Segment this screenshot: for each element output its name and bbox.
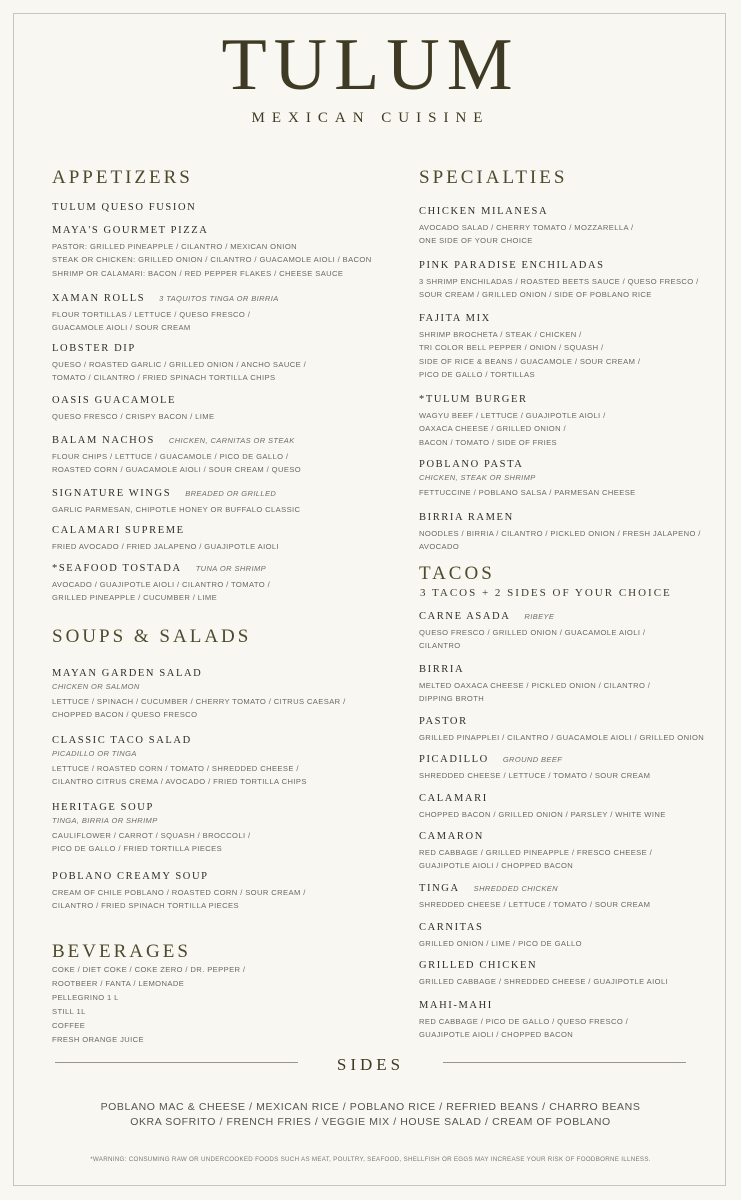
menu-item — [52, 663, 346, 722]
menu-item-name: PICADILLO — [419, 754, 489, 765]
description-line: SHREDDED CHEESE / LETTUCE / TOMATO / SOUR CREAM — [419, 771, 651, 780]
beverages-list — [52, 963, 245, 1047]
menu-item-name: CAMARON — [419, 831, 484, 842]
description-line: SOUR CREAM / GRILLED ONION / SIDE OF POBLANO RICE — [419, 290, 652, 300]
description-line: GRILLED ONION / LIME / PICO DE GALLO — [419, 939, 582, 948]
menu-item-option-note: PICADILLO OR TINGA — [52, 749, 137, 758]
menu-item-name: MAHI-MAHI — [419, 1000, 493, 1011]
description-line: SIDE OF RICE & BEANS / GUACAMOLE / SOUR CREAM / — [419, 356, 641, 366]
menu-item-description — [419, 731, 704, 744]
sides-list — [0, 1100, 741, 1130]
menu-item — [52, 797, 251, 856]
description-line: FLOUR TORTILLAS / LETTUCE / QUESO FRESCO / — [52, 310, 251, 319]
menu-item — [52, 220, 372, 280]
menu-item — [52, 866, 306, 913]
menu-item-queso-fusion: TULUM QUESO FUSION — [52, 202, 197, 213]
menu-item-description — [419, 527, 701, 554]
menu-item-name: SIGNATURE WINGS — [52, 488, 172, 499]
menu-item-description — [52, 578, 270, 605]
description-line: OAXACA CHEESE / GRILLED ONION / — [419, 424, 567, 434]
menu-item — [52, 558, 270, 605]
menu-item-description — [419, 937, 582, 950]
menu-item-description — [419, 975, 668, 988]
menu-item — [419, 788, 666, 821]
menu-item-name: CARNITAS — [419, 922, 484, 933]
beverage-line: COKE / DIET COKE / COKE ZERO / DR. PEPPER / — [52, 965, 246, 974]
description-line: DIPPING BROTH — [419, 694, 485, 704]
tacos-heading: TACOS — [419, 563, 495, 584]
description-line: AVOCADO SALAD / CHERRY TOMATO / MOZZARELLA / — [419, 223, 634, 232]
menu-item-option-note: BREADED OR GRILLED — [185, 489, 277, 498]
menu-item-name: MAYA'S GOURMET PIZZA — [52, 225, 209, 236]
specialties-heading: SPECIALTIES — [419, 167, 568, 188]
sides-heading: SIDES — [336, 1055, 405, 1074]
menu-item-name: CARNE ASADA — [419, 611, 511, 622]
menu-item — [419, 749, 650, 782]
menu-item-name: BALAM NACHOS — [52, 435, 155, 446]
menu-item-name: LOBSTER DIP — [52, 343, 136, 354]
description-line: NOODLES / BIRRIA / CILANTRO / PICKLED ONION / FRESH JALAPENO / — [419, 529, 701, 538]
menu-item-option-note: TINGA, BIRRIA OR SHRIMP — [52, 816, 158, 825]
menu-item-description — [52, 886, 306, 913]
beverage-line: PELLEGRINO 1 L — [52, 993, 119, 1002]
menu-item-name: BIRRIA — [419, 664, 465, 675]
menu-item — [419, 995, 628, 1042]
description-line: RED CABBAGE / PICO DE GALLO / QUESO FRESCO / — [419, 1017, 629, 1026]
menu-item — [419, 878, 650, 911]
menu-item — [419, 389, 606, 449]
menu-item-name: FAJITA MIX — [419, 313, 491, 324]
menu-item-description — [52, 762, 307, 789]
menu-item — [419, 711, 704, 744]
menu-item-name: CLASSIC TACO SALAD — [52, 735, 192, 746]
description-line: FRIED AVOCADO / FRIED JALAPENO / GUAJIPOTLE AIOLI — [52, 542, 280, 551]
menu-item-description — [52, 308, 279, 335]
menu-item-description — [419, 846, 652, 873]
menu-item — [419, 308, 640, 381]
menu-item-description — [419, 769, 650, 782]
menu-item — [52, 483, 300, 516]
menu-item-name: *TULUM BURGER — [419, 394, 528, 405]
menu-item-description — [52, 358, 306, 385]
description-line: GUAJIPOTLE AIOLI / CHOPPED BACON — [419, 1030, 574, 1040]
menu-item — [419, 826, 652, 873]
beverage-line: ROOTBEER / FANTA / LEMONADE — [52, 979, 185, 988]
description-line: CAULIFLOWER / CARROT / SQUASH / BROCCOLI / — [52, 831, 251, 840]
menu-item-name: XAMAN ROLLS — [52, 293, 146, 304]
description-line: QUESO FRESCO / GRILLED ONION / GUACAMOLE AIOLI / — [419, 628, 646, 637]
menu-item-name: BIRRIA RAMEN — [419, 512, 514, 523]
menu-item-name: GRILLED CHICKEN — [419, 960, 538, 971]
description-line: GRILLED PINAPPLEI / CILANTRO / GUACAMOLE AIOLI / GRILLED ONION — [419, 733, 705, 742]
description-line: GRILLED PINEAPPLE / CUCUMBER / LIME — [52, 593, 218, 603]
menu-item — [419, 606, 645, 653]
menu-item-description — [52, 540, 279, 553]
beverage-line: COFFEE — [52, 1021, 86, 1030]
beverage-line: FRESH ORANGE JUICE — [52, 1035, 145, 1044]
menu-item-option-note: SHREDDED CHICKEN — [473, 884, 558, 893]
menu-item — [419, 201, 634, 248]
menu-item — [419, 255, 699, 302]
menu-item — [52, 338, 306, 385]
menu-item-option-note: GROUND BEEF — [502, 755, 563, 764]
description-line: FLOUR CHIPS / LETTUCE / GUACAMOLE / PICO DE GALLO / — [52, 452, 289, 461]
tacos-subtitle: 3 TACOS + 2 SIDES OF YOUR CHOICE — [420, 587, 672, 599]
description-line: PICO DE GALLO / TORTILLAS — [419, 369, 535, 379]
menu-item-name: OASIS GUACAMOLE — [52, 395, 177, 406]
menu-item — [419, 955, 668, 988]
description-line: CILANTRO CITRUS CREMA / AVOCADO / FRIED TORTILLA CHIPS — [52, 777, 307, 787]
menu-item-name: PASTOR — [419, 716, 468, 727]
menu-item-name: PINK PARADISE ENCHILADAS — [419, 260, 605, 271]
description-line: GRILLED CABBAGE / SHREDDED CHEESE / GUAJIPOTLE AIOLI — [419, 977, 669, 986]
description-line: FETTUCCINE / POBLANO SALSA / PARMESAN CHEESE — [419, 488, 636, 497]
menu-item-name: POBLANO CREAMY SOUP — [52, 871, 209, 882]
menu-item-description — [419, 808, 666, 821]
menu-item — [52, 390, 214, 423]
description-line: LETTUCE / SPINACH / CUCUMBER / CHERRY TOMATO / CITRUS CAESAR / — [52, 697, 346, 706]
menu-item — [419, 507, 701, 554]
menu-item-option-note: TUNA OR SHRIMP — [195, 564, 267, 573]
menu-item-name: TINGA — [419, 883, 460, 894]
description-line: ROASTED CORN / GUACAMOLE AIOLI / SOUR CREAM / QUESO — [52, 465, 302, 475]
description-line: STEAK OR CHICKEN: GRILLED ONION / CILANTRO / GUACAMOLE AIOLI / BACON — [52, 255, 372, 265]
sides-line: POBLANO MAC & CHEESE / MEXICAN RICE / POBLANO RICE / REFRIED BEANS / CHARRO BEANS — [100, 1101, 641, 1113]
menu-item — [419, 454, 636, 499]
menu-item-name: HERITAGE SOUP — [52, 802, 154, 813]
sides-line: OKRA SOFRITO / FRENCH FRIES / VEGGIE MIX / HOUSE SALAD / CREAM OF POBLANO — [130, 1116, 611, 1128]
menu-item-description — [419, 275, 699, 302]
description-line: PICO DE GALLO / FRIED TORTILLA PIECES — [52, 844, 223, 854]
menu-item-option-note: RIBEYE — [524, 612, 555, 621]
menu-item-description — [419, 409, 606, 449]
description-line: MELTED OAXACA CHEESE / PICKLED ONION / CILANTRO / — [419, 681, 651, 690]
brand-title: TULUM — [221, 24, 520, 106]
description-line: GUAJIPOTLE AIOLI / CHOPPED BACON — [419, 861, 574, 871]
description-line: GARLIC PARMESAN, CHIPOTLE HONEY OR BUFFALO CLASSIC — [52, 505, 301, 514]
description-line: TOMATO / CILANTRO / FRIED SPINACH TORTILLA CHIPS — [52, 373, 276, 383]
menu-item-description — [419, 486, 636, 499]
description-line: BACON / TOMATO / SIDE OF FRIES — [419, 437, 558, 447]
description-line: CHOPPED BACON / QUESO FRESCO — [52, 710, 198, 720]
menu-item-description — [52, 410, 214, 423]
menu-item-description — [52, 503, 300, 516]
description-line: TRI COLOR BELL PEPPER / ONION / SQUASH / — [419, 343, 604, 353]
menu-item-name: POBLANO PASTA — [419, 459, 524, 470]
description-line: SHRIMP BROCHETA / STEAK / CHICKEN / — [419, 330, 582, 339]
description-line: CILANTRO — [419, 641, 461, 651]
menu-item-description — [52, 829, 251, 856]
menu-item-option-note: CHICKEN OR SALMON — [52, 682, 140, 691]
description-line: SHREDDED CHEESE / LETTUCE / TOMATO / SOUR CREAM — [419, 900, 651, 909]
menu-item-option-note: 3 TAQUITOS TINGA OR BIRRIA — [159, 294, 279, 303]
menu-item-name: MAYAN GARDEN SALAD — [52, 668, 203, 679]
menu-item-description — [52, 695, 346, 722]
brand-subtitle: MEXICAN CUISINE — [251, 110, 490, 126]
menu-item-description — [52, 450, 301, 477]
soups-salads-heading: SOUPS & SALADS — [52, 626, 252, 647]
menu-item — [419, 917, 582, 950]
description-line: WAGYU BEEF / LETTUCE / GUAJIPOTLE AIOLI / — [419, 411, 606, 420]
menu-item-description — [419, 679, 650, 706]
beverages-heading: BEVERAGES — [52, 941, 191, 962]
description-line: CREAM OF CHILE POBLANO / ROASTED CORN / SOUR CREAM / — [52, 888, 306, 897]
description-line: AVOCADO — [419, 542, 460, 552]
foodborne-warning: *WARNING: CONSUMING RAW OR UNDERCOOKED FOODS SUCH AS MEAT, POULTRY, SEAFOOD, SHELLFISH OR EGGS MAY INCREASE YOUR RISK OF FOODBORNE ILLNESS. — [90, 1156, 651, 1163]
menu-item — [52, 520, 279, 553]
menu-item-description — [419, 221, 634, 248]
description-line: RED CABBAGE / GRILLED PINEAPPLE / FRESCO CHEESE / — [419, 848, 653, 857]
beverage-line: STILL 1L — [52, 1007, 86, 1016]
menu-item — [52, 730, 307, 789]
description-line: ONE SIDE OF YOUR CHOICE — [419, 236, 533, 246]
menu-item-description — [52, 240, 372, 280]
description-line: CHOPPED BACON / GRILLED ONION / PARSLEY / WHITE WINE — [419, 810, 666, 819]
menu-item-description — [419, 328, 640, 381]
menu-item-name: CALAMARI — [419, 793, 488, 804]
menu-item-option-note: CHICKEN, STEAK OR SHRIMP — [419, 473, 536, 482]
menu-item — [52, 288, 279, 335]
description-line: QUESO / ROASTED GARLIC / GRILLED ONION / ANCHO SAUCE / — [52, 360, 307, 369]
description-line: CILANTRO / FRIED SPINACH TORTILLA PIECES — [52, 901, 239, 911]
description-line: AVOCADO / GUAJIPOTLE AIOLI / CILANTRO / TOMATO / — [52, 580, 271, 589]
description-line: LETTUCE / ROASTED CORN / TOMATO / SHREDDED CHEESE / — [52, 764, 299, 773]
menu-item-description — [419, 1015, 628, 1042]
menu-item-option-note: CHICKEN, CARNITAS OR STEAK — [168, 436, 295, 445]
menu-item-name: CHICKEN MILANESA — [419, 206, 549, 217]
menu-item — [52, 430, 301, 477]
description-line: QUESO FRESCO / CRISPY BACON / LIME — [52, 412, 215, 421]
description-line: PASTOR: GRILLED PINEAPPLE / CILANTRO / MEXICAN ONION — [52, 242, 298, 251]
menu-item-description — [419, 626, 645, 653]
description-line: GUACAMOLE AIOLI / SOUR CREAM — [52, 323, 191, 333]
appetizers-heading: APPETIZERS — [52, 167, 193, 188]
menu-item-name: *SEAFOOD TOSTADA — [52, 563, 182, 574]
description-line: 3 SHRIMP ENCHILADAS / ROASTED BEETS SAUCE / QUESO FRESCO / — [419, 277, 699, 286]
description-line: SHRIMP OR CALAMARI: BACON / RED PEPPER FLAKES / CHEESE SAUCE — [52, 268, 344, 278]
menu-item — [419, 659, 650, 706]
menu-item-description — [419, 898, 650, 911]
menu-item-name: CALAMARI SUPREME — [52, 525, 185, 536]
